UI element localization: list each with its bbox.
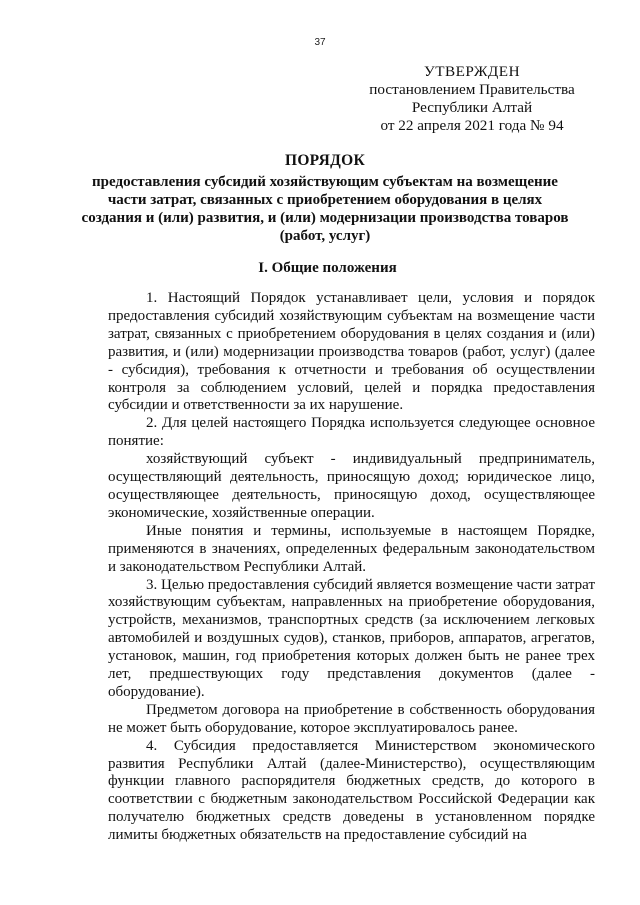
page-number: 37 <box>314 37 326 48</box>
document-title <box>80 152 570 245</box>
paragraph-1: 1. Настоящий Порядок устанавливает цели, условия и порядок предоставления субсидий хозяйствующим субъектам на возмещение части затрат, связанных с приобретением оборудования в целях создания и (или) развития, и (или) модернизации производства товаров (работ, услуг) (далее - субсидия), требования к отчетности и требования об осуществлении контроля за соблюдением условий, целей и порядка предоставления субсидии и ответственности за их нарушение. <box>108 290 595 414</box>
approval-block <box>357 63 587 135</box>
paragraph-2: 2. Для целей настоящего Порядка используется следующее основное понятие: <box>108 415 595 450</box>
paragraph-definition: хозяйствующий субъект - индивидуальный предприниматель, осуществляющий деятельность, приносящую доход; юридическое лицо, осуществляющее деятельность, приносящую доход, осуществляющее экономические, хозяйственные операции. <box>108 451 595 521</box>
paragraph-3: 3. Целью предоставления субсидий является возмещение части затрат хозяйствующим субъектам, направленных на приобретение оборудования, устройств, механизмов, транспортных средств (за исключением легковых автомобилей и воздушных судов), станков, приборов, аппаратов, агрегатов, установок, машин, год приобретения которых должен быть не ранее трех лет, предшествующих году представления документов (далее - оборудование). <box>108 576 595 700</box>
approval-line: от 22 апреля 2021 года № 94 <box>380 117 564 134</box>
section-heading: I. Общие положения <box>258 260 397 276</box>
approval-line: постановлением Правительства <box>369 81 575 98</box>
document-body <box>108 290 595 845</box>
approval-heading: УТВЕРЖДЕН <box>423 63 521 80</box>
title-main: ПОРЯДОК <box>284 152 366 169</box>
paragraph-4: 4. Субсидия предоставляется Министерством экономического развития Республики Алтай (далее-Министерство), осуществляющим функции главного распорядителя бюджетных средств, до которого в соответствии с бюджетным законодательством Российской Федерации как получателю бюджетных средств доведены в установленном порядке лимиты бюджетных обязательств на предоставление субсидий на <box>108 737 595 844</box>
paragraph-subject: Предметом договора на приобретение в собственность оборудования не может быть оборудование, которое эксплуатировалось ранее. <box>108 701 595 736</box>
paragraph-terms: Иные понятия и термины, используемые в настоящем Порядке, применяются в значениях, определенных федеральным законодательством и законодательством Республики Алтай. <box>108 522 595 575</box>
approval-line: Республики Алтай <box>411 99 533 116</box>
title-subtitle: предоставления субсидий хозяйствующим субъектам на возмещение части затрат, связанных с приобретением оборудования в целях создания и (или) развития, и (или) модернизации производства товаров (работ, услуг) <box>81 174 569 244</box>
